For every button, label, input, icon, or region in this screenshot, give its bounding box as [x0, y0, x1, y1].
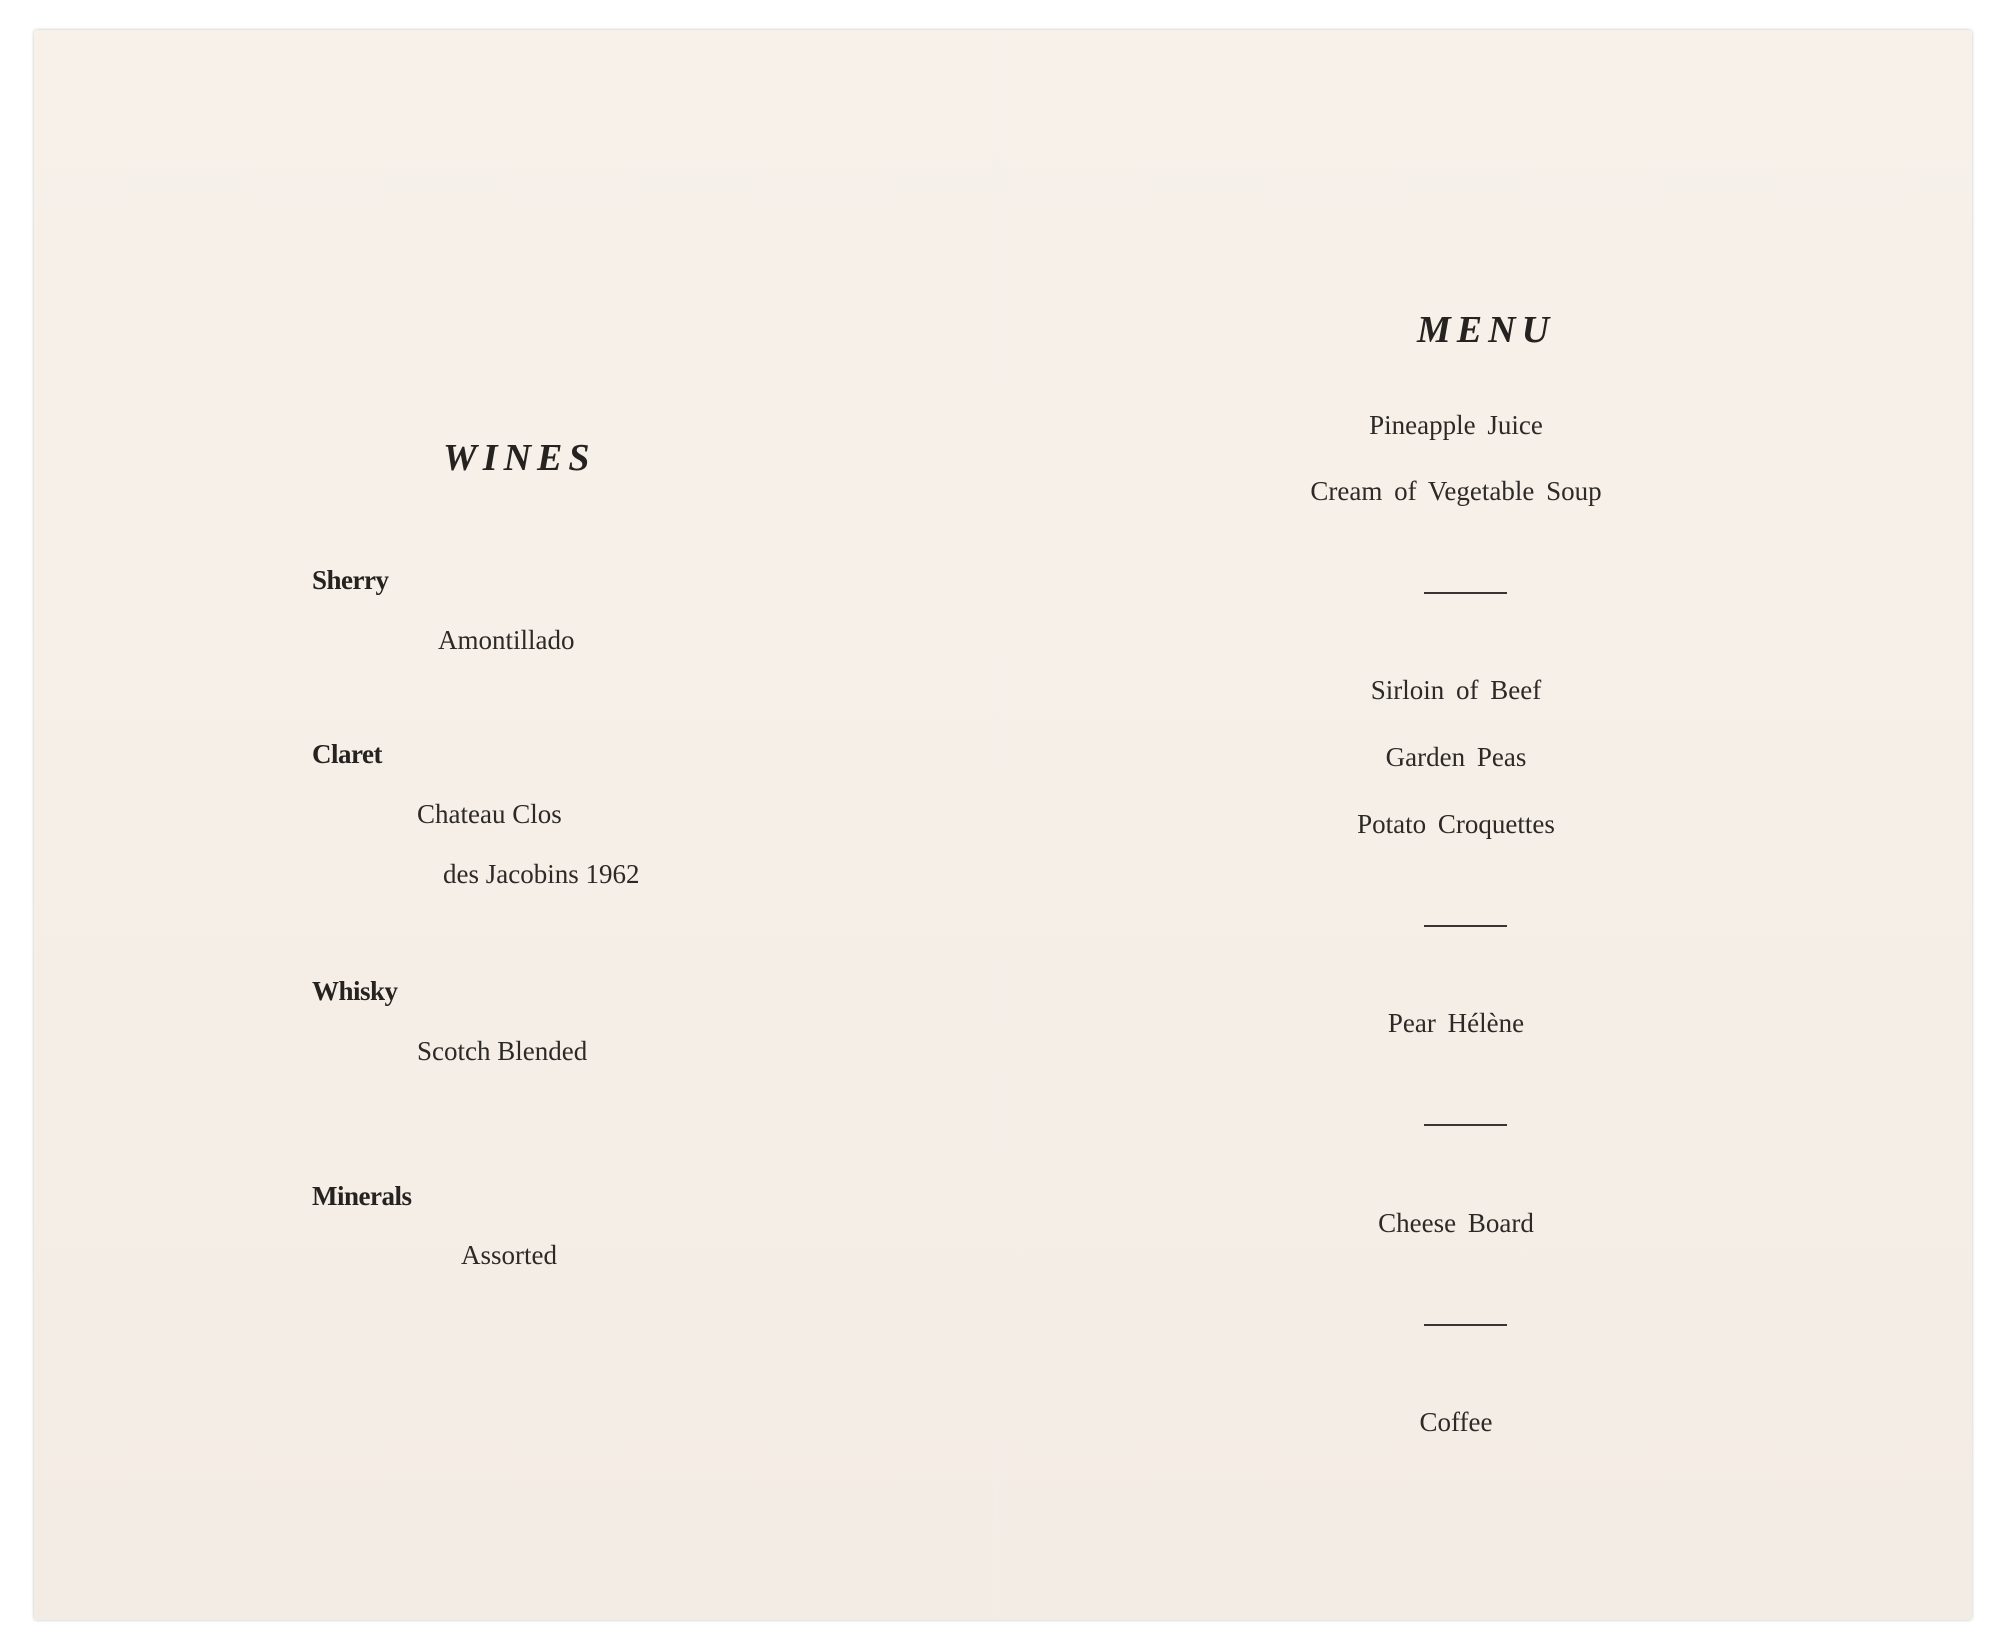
- menu-title: MENU: [1417, 309, 1556, 351]
- wine-category-whisky: Whisky: [312, 976, 398, 1006]
- menu-item-garden-peas: Garden Peas: [1385, 742, 1527, 772]
- course-divider: [1424, 925, 1507, 927]
- wine-item-assorted: Assorted: [461, 1240, 557, 1270]
- course-divider: [1424, 1124, 1507, 1126]
- wines-title: WINES: [443, 437, 596, 479]
- wine-item-scotch-blended: Scotch Blended: [417, 1036, 588, 1066]
- wines-panel: [34, 30, 996, 1620]
- wine-item-des-jacobins: des Jacobins 1962: [443, 859, 640, 889]
- menu-item-pear-helene: Pear Hélène: [1387, 1008, 1525, 1038]
- menu-item-sirloin-of-beef: Sirloin of Beef: [1370, 675, 1542, 705]
- wine-category-minerals: Minerals: [312, 1181, 412, 1211]
- menu-panel: [998, 30, 1972, 1620]
- course-divider: [1424, 592, 1507, 594]
- wine-category-sherry: Sherry: [312, 565, 389, 595]
- course-divider: [1424, 1324, 1507, 1326]
- wine-item-amontillado: Amontillado: [438, 625, 575, 655]
- wine-category-claret: Claret: [312, 739, 382, 769]
- menu-courses: [1191, 30, 1721, 1620]
- wine-item-chateau-clos: Chateau Clos: [417, 799, 562, 829]
- menu-card: [34, 30, 1972, 1620]
- menu-item-vegetable-soup: Cream of Vegetable Soup: [1310, 476, 1602, 506]
- menu-item-pineapple-juice: Pineapple Juice: [1369, 410, 1543, 440]
- menu-item-coffee: Coffee: [1419, 1407, 1493, 1437]
- menu-item-cheese-board: Cheese Board: [1378, 1208, 1534, 1238]
- menu-item-potato-croquettes: Potato Croquettes: [1357, 809, 1555, 839]
